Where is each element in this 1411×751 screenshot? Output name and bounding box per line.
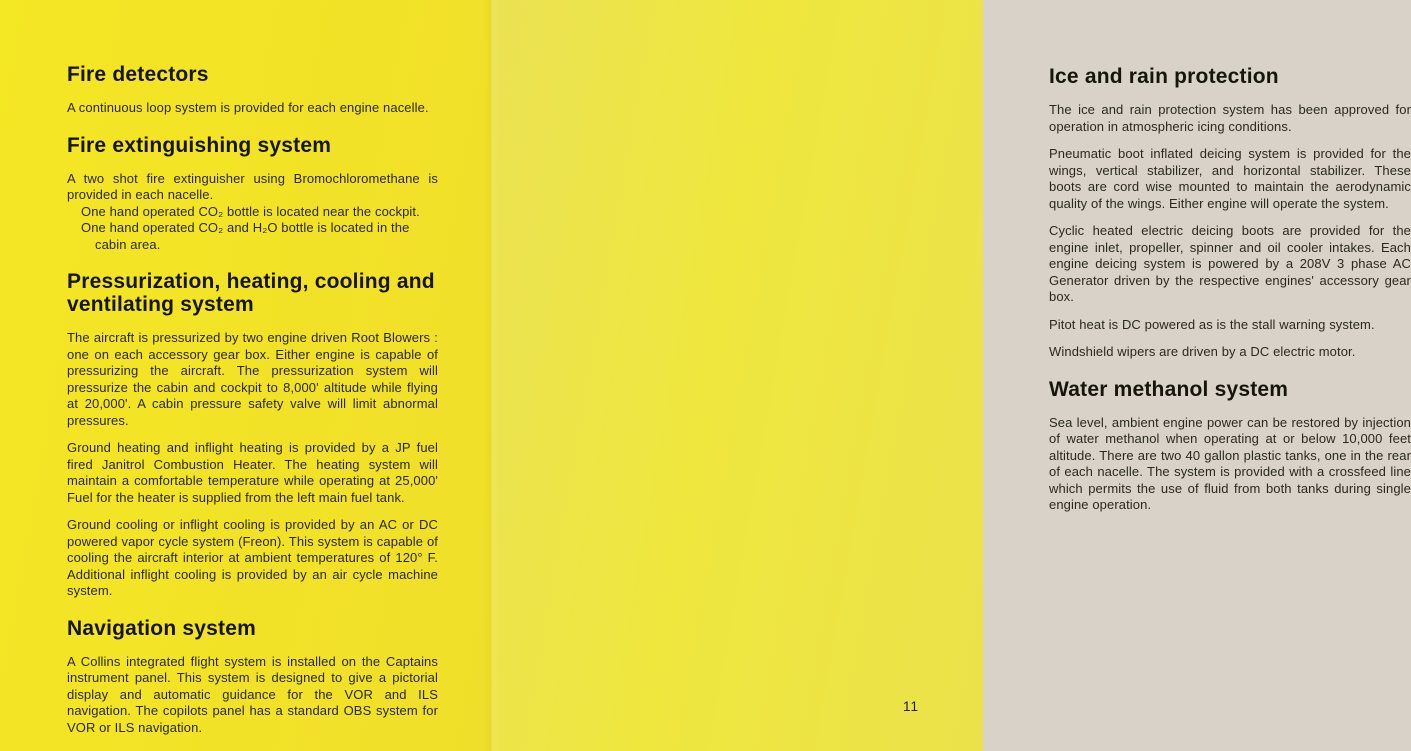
indented-line: One hand operated CO₂ bottle is located near the cockpit. bbox=[81, 203, 420, 219]
paragraph: A Collins integrated flight system is installed on the Captains instrument panel. This system is designed to give a pictorial display and automatic guidance for the VOR and ILS navigation. The copilots panel has a standard OBS system for VOR or ILS navigation. bbox=[67, 653, 438, 735]
paragraph: Pneumatic boot inflated deicing system is provided for the wings, vertical stabilizer, and horizontal stabilizer. These boots are cord wise mounted to maintain the aerodynamic quality of the wings. Either engine will operate the system. bbox=[1049, 146, 1411, 211]
section-ice-rain-protection bbox=[1049, 65, 1411, 361]
paragraph: Windshield wipers are driven by a DC electric motor. bbox=[1049, 344, 1356, 359]
paragraph: A continuous loop system is provided for each engine nacelle. bbox=[67, 100, 429, 115]
paragraph: Sea level, ambient engine power can be restored by injection of water methanol when operating at or below 10,000 feet altitude. There are two 40 gallon plastic tanks, one in the rear of each nacelle. The system is provided with a crossfeed line which permits the use of fluid from both tanks during single engine operation. bbox=[1049, 414, 1411, 512]
section-fire-detectors bbox=[67, 63, 438, 117]
section-water-methanol bbox=[1049, 378, 1411, 514]
section-pressurization bbox=[67, 270, 438, 600]
section-heading: Pressurization, heating, cooling and ventilating system bbox=[67, 270, 435, 316]
left-column bbox=[67, 63, 438, 736]
paragraph: A two shot fire extinguisher using Bromochloromethane is provided in each nacelle. bbox=[67, 170, 438, 202]
section-heading: Fire extinguishing system bbox=[67, 133, 332, 157]
indented-line: One hand operated CO₂ and H₂O bottle is located in the cabin area. bbox=[81, 220, 410, 252]
paragraph: Ground heating and inflight heating is provided by a JP fuel fired Janitrol Combustion Heater. The heating system will maintain a comfortable temperature while operating at 25,000' Fuel for the heater is supplied from the left main fuel tank. bbox=[67, 440, 438, 505]
section-navigation bbox=[67, 617, 438, 737]
section-heading: Ice and rain protection bbox=[1049, 65, 1279, 88]
paragraph: Cyclic heated electric deicing boots are provided for the engine inlet, propeller, spinner and oil cooler intakes. Each engine deicing system is powered by a 208V 3 phase AC Generator driven by the respective engines' accessory gear box. bbox=[1049, 223, 1411, 304]
paragraph: Pitot heat is DC powered as is the stall warning system. bbox=[1049, 316, 1375, 332]
section-heading: Water methanol system bbox=[1049, 377, 1289, 401]
section-heading: Fire detectors bbox=[67, 63, 209, 86]
paragraph: Ground cooling or inflight cooling is provided by an AC or DC powered vapor cycle system (Freon). This system is capable of cooling the aircraft interior at ambient temperatures of 120° F. Additional inflight cooling is provided by an air cycle machine system. bbox=[67, 517, 438, 598]
paragraph: The ice and rain protection system has been approved for operation in atmospheric icing conditions. bbox=[1049, 102, 1411, 134]
section-heading: Navigation system bbox=[67, 616, 256, 640]
right-page bbox=[491, 0, 1411, 751]
left-page bbox=[0, 0, 491, 751]
page-number: 11 bbox=[903, 699, 920, 714]
right-column bbox=[1049, 65, 1411, 514]
paragraph: The aircraft is pressurized by two engine driven Root Blowers : one on each accessory gear box. Either engine is capable of pressurizing the aircraft. The pressurization system will pressurize the cabin and cockpit to 8,000' altitude while flying at 20,000'. A cabin pressure safety valve will limit abnormal pressures. bbox=[67, 330, 438, 428]
section-fire-extinguishing bbox=[67, 134, 438, 254]
